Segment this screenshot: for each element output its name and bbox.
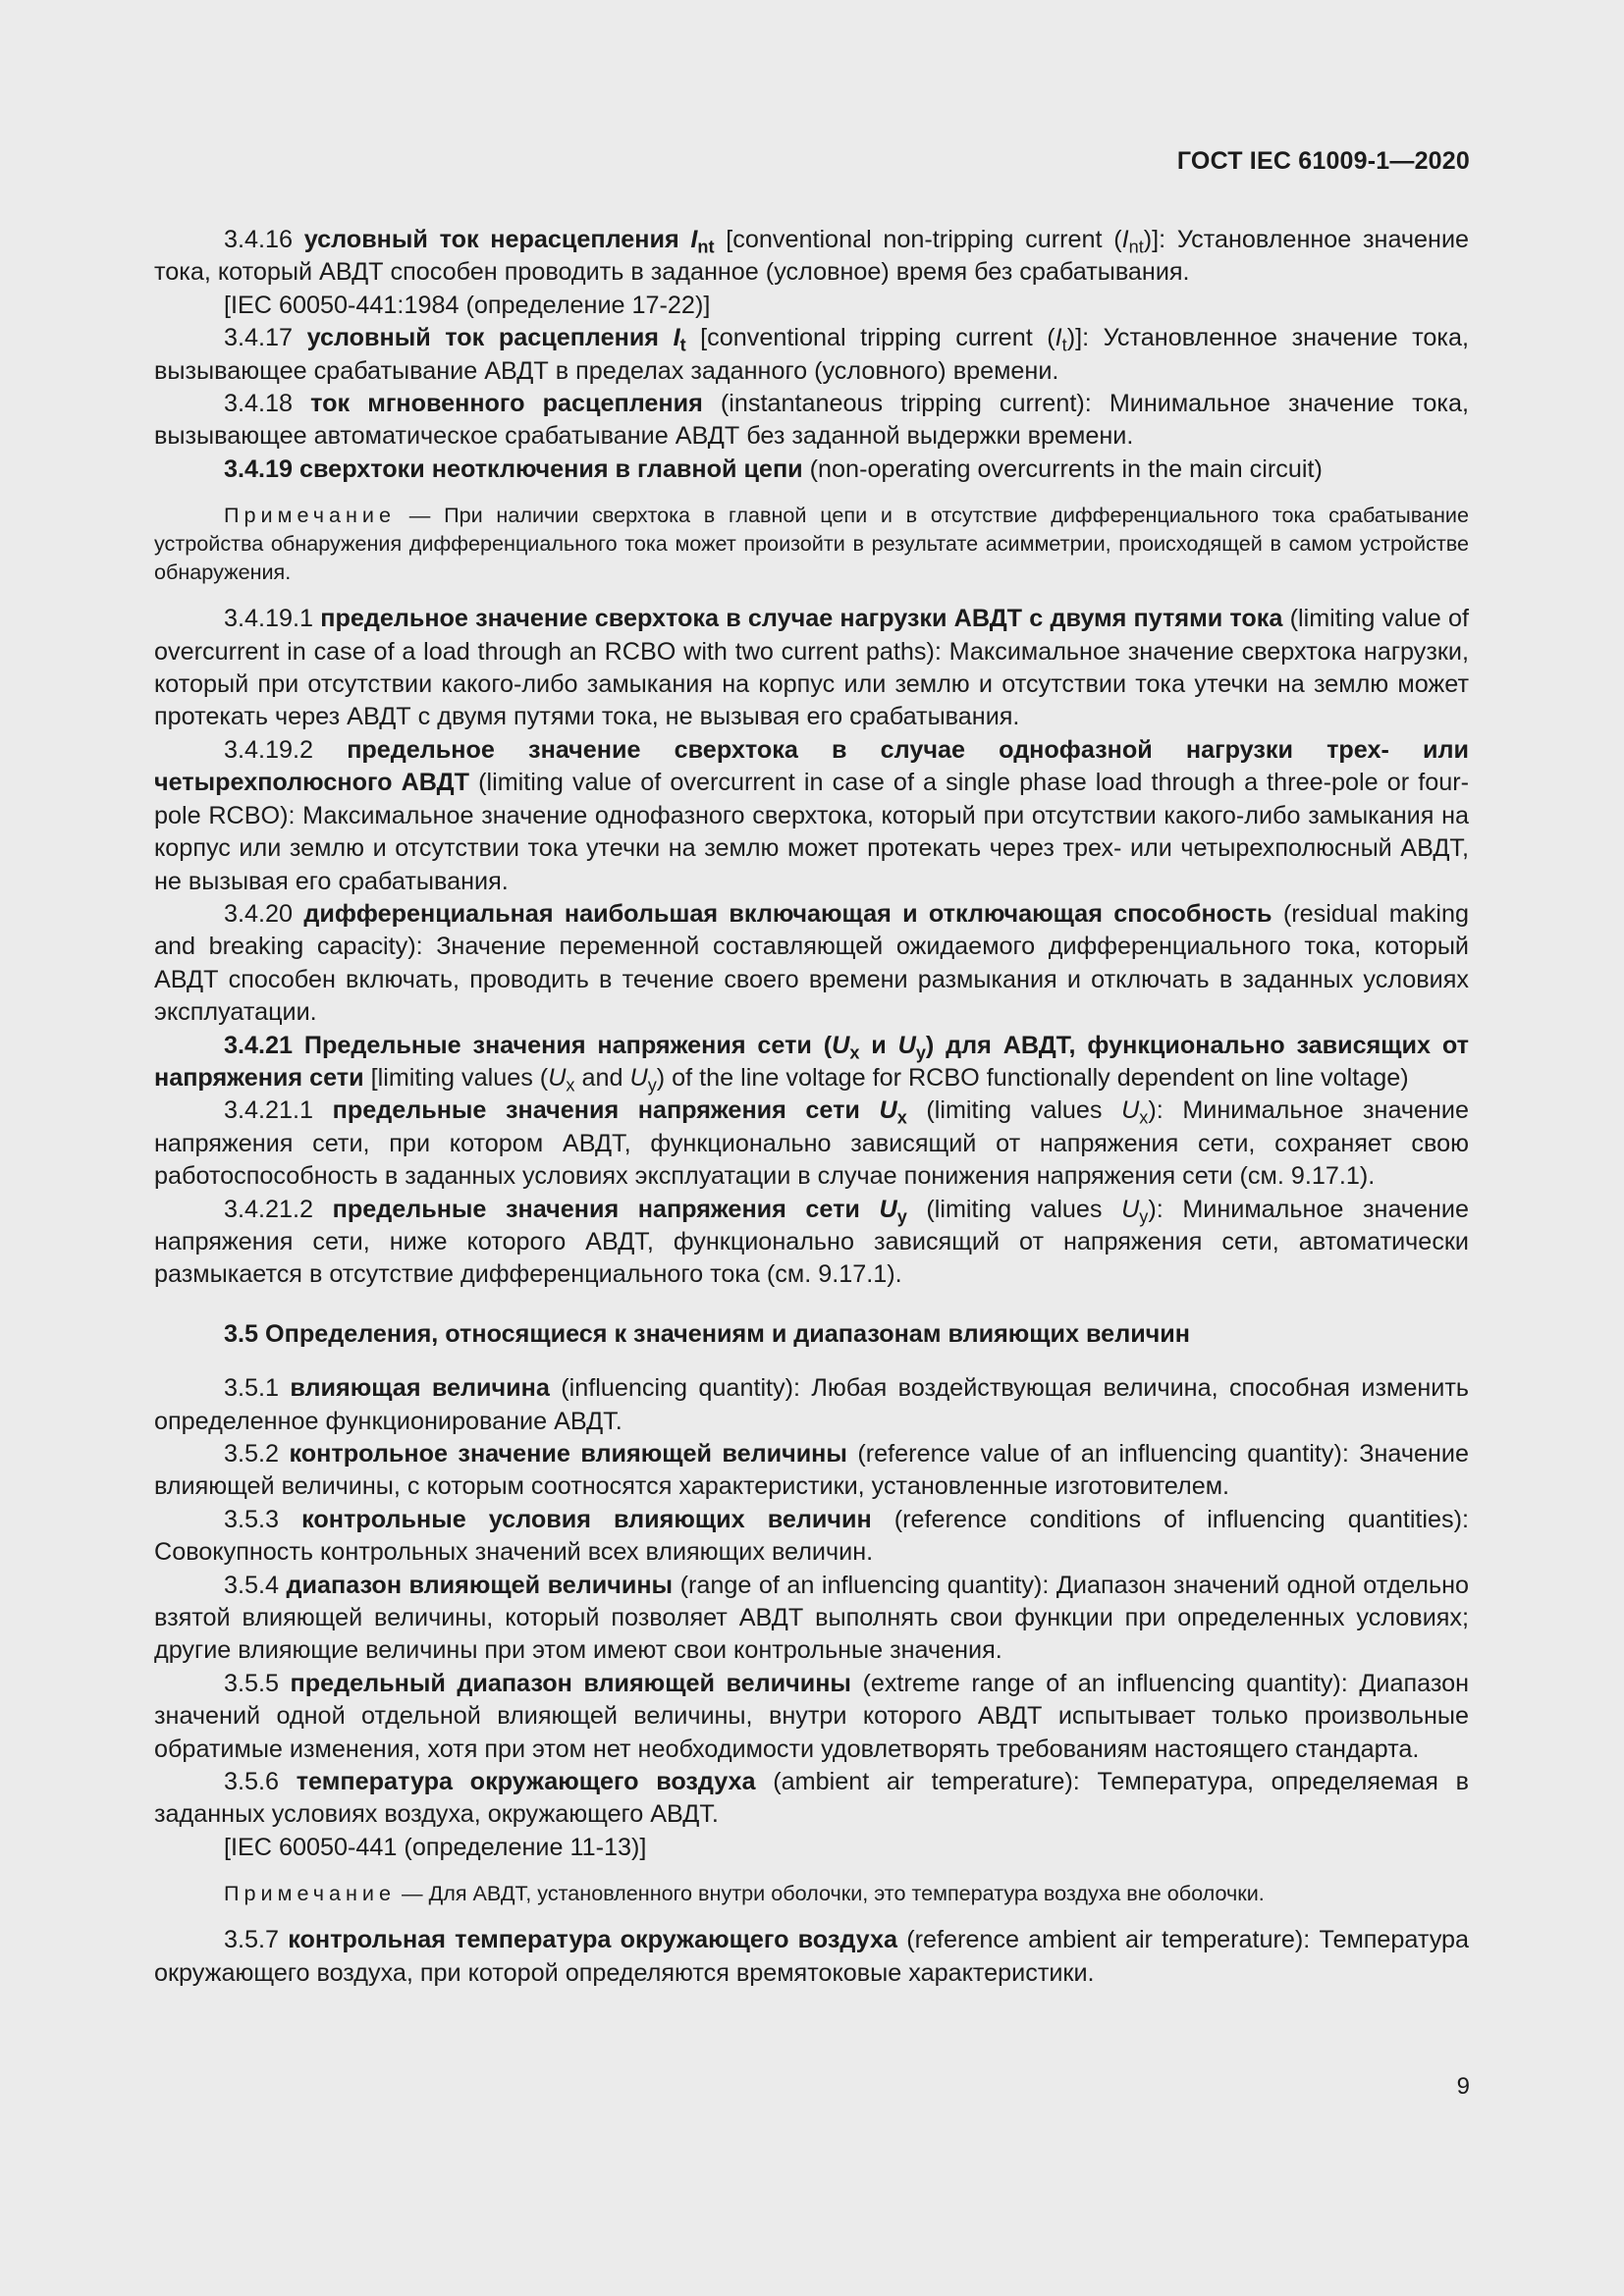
clause-3-5-3 [154, 1504, 1469, 1570]
symbol: I [673, 324, 680, 352]
clause-number: 3.5.7 [224, 1926, 280, 1954]
clause-term: предельные значения напряжения сети [332, 1096, 860, 1125]
symbol: U [832, 1031, 850, 1059]
clause-text: (reference conditions of influencing quantities): Совокупность контрольных значений всех влияющих величин. [154, 1505, 1469, 1567]
clause-text: and [574, 1063, 630, 1092]
clause-3-4-21 [154, 1030, 1469, 1095]
symbol-subscript: t [679, 335, 686, 355]
clause-number: 3.4.20 [224, 899, 294, 928]
clause-text: )]: Установленное значение тока, который АВДТ способен проводить в заданное (условное) время без срабатывания. [154, 226, 1470, 287]
symbol: U [897, 1031, 916, 1059]
clause-text: (reference value of an influencing quantity): Значение влияющей величины, с которым соотносятся характеристики, установленные изготовителем. [154, 1440, 1470, 1501]
symbol-subscript: x [849, 1041, 860, 1062]
clause-number: 3.5.1 [224, 1374, 280, 1403]
clause-text: (non-operating overcurrents in the main circuit) [809, 454, 1323, 483]
clause-3-5-4 [154, 1570, 1469, 1668]
clause-3-4-17 [154, 322, 1469, 388]
symbol: I [1121, 226, 1129, 253]
clause-text: (extreme range of an influencing quantity): Диапазон значений одной отдельной влияющей величины, внутри которого АВДТ испытывает только произвольные обратимые изменения, хотя при этом нет необходимости удовлетворять требованиям настоящего стандарта. [154, 1669, 1469, 1763]
clause-number: 3.4.21.2 [224, 1195, 314, 1223]
clause-3-4-19 [154, 454, 1469, 486]
clause-number: 3.4.16 [224, 226, 294, 253]
clause-term: контрольное значение влияющей величины [289, 1440, 847, 1468]
clause-term: условный ток нерасцепления [303, 226, 679, 253]
clause-term: дифференциальная наибольшая включающая и отключающая способность [303, 899, 1272, 928]
clause-number: 3.5.3 [224, 1505, 280, 1533]
clause-text: [conventional non-tripping current ( [726, 226, 1122, 253]
clause-number: 3.4.19.1 [224, 605, 314, 633]
clause-text: (instantaneous tripping current): Минимальное значение тока, вызывающее автоматическое срабатывание АВДТ без заданной выдержки времени. [154, 390, 1469, 451]
symbol-subscript: x [1139, 1107, 1149, 1128]
clause-term: предельные значения напряжения сети [332, 1195, 860, 1223]
clause-term: предельное значение сверхтока в случае нагрузки АВДТ с двумя путями тока [320, 605, 1283, 633]
clause-3-5-1 [154, 1372, 1469, 1438]
symbol: U [879, 1096, 897, 1125]
symbol-subscript: y [896, 1206, 907, 1226]
clause-3-5-7 [154, 1924, 1469, 1990]
clause-number: 3.4.21.1 [224, 1096, 314, 1125]
clause-term: диапазон влияющей величины [286, 1571, 674, 1599]
clause-3-4-18 [154, 388, 1469, 454]
note-3-4-19: Примечание — При наличии сверхтока в главной цепи и в отсутствие дифференциального тока срабатывание устройства обнаружения дифференциального тока может произойти в результате асимметрии, происходящей в самом устройстве обнаружения. [154, 503, 1469, 585]
clause-term: условный ток расцепления [306, 324, 659, 352]
clause-text: (limiting values [926, 1096, 1122, 1125]
clause-text: (limiting value of overcurrent in case of a load through an RCBO with two current paths): Максимальное значение сверхтока нагрузки, который при отсутствии какого-либо замыкания на корпус или землю и отсутствии тока утечки на землю может протекать через АВДТ с двумя путями тока, не вызывая его срабатывания. [154, 605, 1469, 731]
clause-3-5-6 [154, 1766, 1469, 1832]
clause-text: (limiting value of overcurrent in case of a single phase load through a three-pole or four-pole RCBO): Максимальное значение однофазного сверхтока, который при отсутствии какого-либо замыкания на корпус или землю и отсутствии тока утечки на землю может протекать через трех- или четырехполюсный АВДТ, не вызывая его срабатывания. [154, 769, 1469, 895]
note-text: При наличии сверхтока в главной цепи и в отсутствие дифференциального тока срабатывание устройства обнаружения дифференциального тока может произойти в результате асимметрии, происходящей в самом устройстве обнаружения. [154, 503, 1469, 585]
clause-term: влияющая величина [290, 1374, 550, 1403]
clause-text: ): Минимальное значение напряжения сети, при котором АВДТ, функционально зависящий от напряжения сети, сохраняет свою работоспособность в заданных условиях эксплуатации в случае понижения напряжения сети (см. 9.17.1). [154, 1096, 1470, 1191]
clause-3-4-21-1 [154, 1095, 1469, 1193]
clause-3-4-20 [154, 898, 1469, 1030]
clause-term: ток мгновенного расцепления [310, 390, 703, 418]
clause-text: [conventional tripping current ( [700, 324, 1056, 352]
clause-3-4-19-1 [154, 603, 1469, 734]
clause-3-5-5 [154, 1668, 1469, 1766]
symbol: U [1121, 1195, 1140, 1223]
clause-3-4-16 [154, 224, 1469, 290]
note-label: Примечание [224, 1881, 396, 1906]
symbol: U [879, 1195, 897, 1223]
clause-number: 3.4.19.2 [224, 735, 314, 764]
symbol: I [1055, 324, 1062, 352]
clause-text: ): Минимальное значение напряжения сети, ниже которого АВДТ, функционально зависящий от напряжения сети, автоматически размыкается в отсутствие дифференциального тока (см. 9.17.1). [154, 1195, 1470, 1289]
symbol-subscript: nt [1128, 237, 1144, 257]
clause-term: температура окружающего воздуха [296, 1768, 756, 1796]
note-label: Примечание [224, 503, 396, 528]
clause-number: 3.5.2 [224, 1440, 280, 1468]
note-3-5-6: Примечание — Для АВДТ, установленного внутри оболочки, это температура воздуха вне оболочки. [224, 1881, 1265, 1906]
clause-heading: ) для АВДТ, функционально зависящих от напряжения сети [154, 1031, 1469, 1092]
clause-number: 3.5.5 [224, 1669, 280, 1697]
clause-text: [limiting values ( [370, 1063, 549, 1092]
clause-term: контрольная температура окружающего воздуха [288, 1926, 897, 1954]
clause-text: ) of the line voltage for RCBO functionally dependent on line voltage) [656, 1063, 1409, 1092]
reference-3-4-16: [IEC 60050-441:1984 (определение 17-22)] [224, 291, 711, 319]
clause-term: контрольные условия влияющих величин [301, 1505, 872, 1533]
clause-text: )]: Установленное значение тока, вызывающее срабатывание АВДТ в пределах заданного (условного) времени. [154, 324, 1470, 385]
symbol: I [690, 226, 698, 253]
clause-heading: 3.4.21 Предельные значения напряжения сети ( [224, 1031, 833, 1059]
clause-number: 3.4.18 [224, 390, 294, 418]
section-heading-3-5: 3.5 Определения, относящиеся к значениям и диапазонам влияющих величин [224, 1319, 1190, 1348]
clause-text: (ambient air temperature): Температура, определяемая в заданных условиях воздуха, окружающего АВДТ. [154, 1768, 1470, 1829]
symbol: U [629, 1063, 648, 1092]
clause-3-4-19-2 [154, 734, 1469, 898]
clause-3-4-21-2 [154, 1194, 1469, 1292]
symbol-subscript: x [896, 1107, 907, 1128]
clause-term: предельный диапазон влияющей величины [290, 1669, 851, 1697]
symbol: U [1121, 1096, 1140, 1125]
clause-number: 3.5.4 [224, 1571, 280, 1599]
clause-number: 3.4.17 [224, 324, 294, 352]
symbol-subscript: nt [697, 237, 715, 257]
symbol-subscript: t [1061, 335, 1067, 355]
clause-text: (reference ambient air temperature): Температура окружающего воздуха, при которой определяются времятоковые характеристики. [154, 1926, 1470, 1987]
clause-3-5-2 [154, 1438, 1469, 1504]
page-body [154, 224, 1469, 1990]
clause-term: предельное значение сверхтока в случае однофазной нагрузки трех- или четырехполюсного АВДТ [154, 735, 1470, 797]
symbol-subscript: x [566, 1075, 575, 1095]
reference-3-5-6: [IEC 60050-441 (определение 11-13)] [224, 1833, 647, 1861]
standard-header: ГОСТ IEC 61009-1—2020 [1176, 147, 1470, 175]
page-number: 9 [1456, 2073, 1470, 2100]
clause-number: 3.5.6 [224, 1768, 280, 1796]
symbol: U [548, 1063, 567, 1092]
symbol-subscript: y [915, 1041, 926, 1062]
clause-heading: 3.4.19 сверхтоки неотключения в главной цепи [224, 454, 803, 483]
clause-text: (influencing quantity): Любая воздействующая величина, способная изменить определенное функционирование АВДТ. [154, 1374, 1470, 1435]
symbol-subscript: y [1139, 1206, 1149, 1226]
clause-heading-and: и [859, 1031, 898, 1059]
symbol-subscript: y [647, 1075, 657, 1095]
note-text: Для АВДТ, установленного внутри оболочки, это температура воздуха вне оболочки. [428, 1881, 1265, 1906]
clause-text: (residual making and breaking capacity): Значение переменной составляющей ожидаемого дифференциального тока, который АВДТ способен включать, проводить в течение своего времени размыкания и отключать в заданных условиях эксплуатации. [154, 899, 1469, 1027]
clause-text: (limiting values [926, 1195, 1122, 1223]
clause-text: (range of an influencing quantity): Диапазон значений одной отдельно взятой влияющей величины, который позволяет АВДТ выполнять свои функции при определенных условиях; другие влияющие величины при этом имеют свои контрольные значения. [154, 1571, 1470, 1665]
